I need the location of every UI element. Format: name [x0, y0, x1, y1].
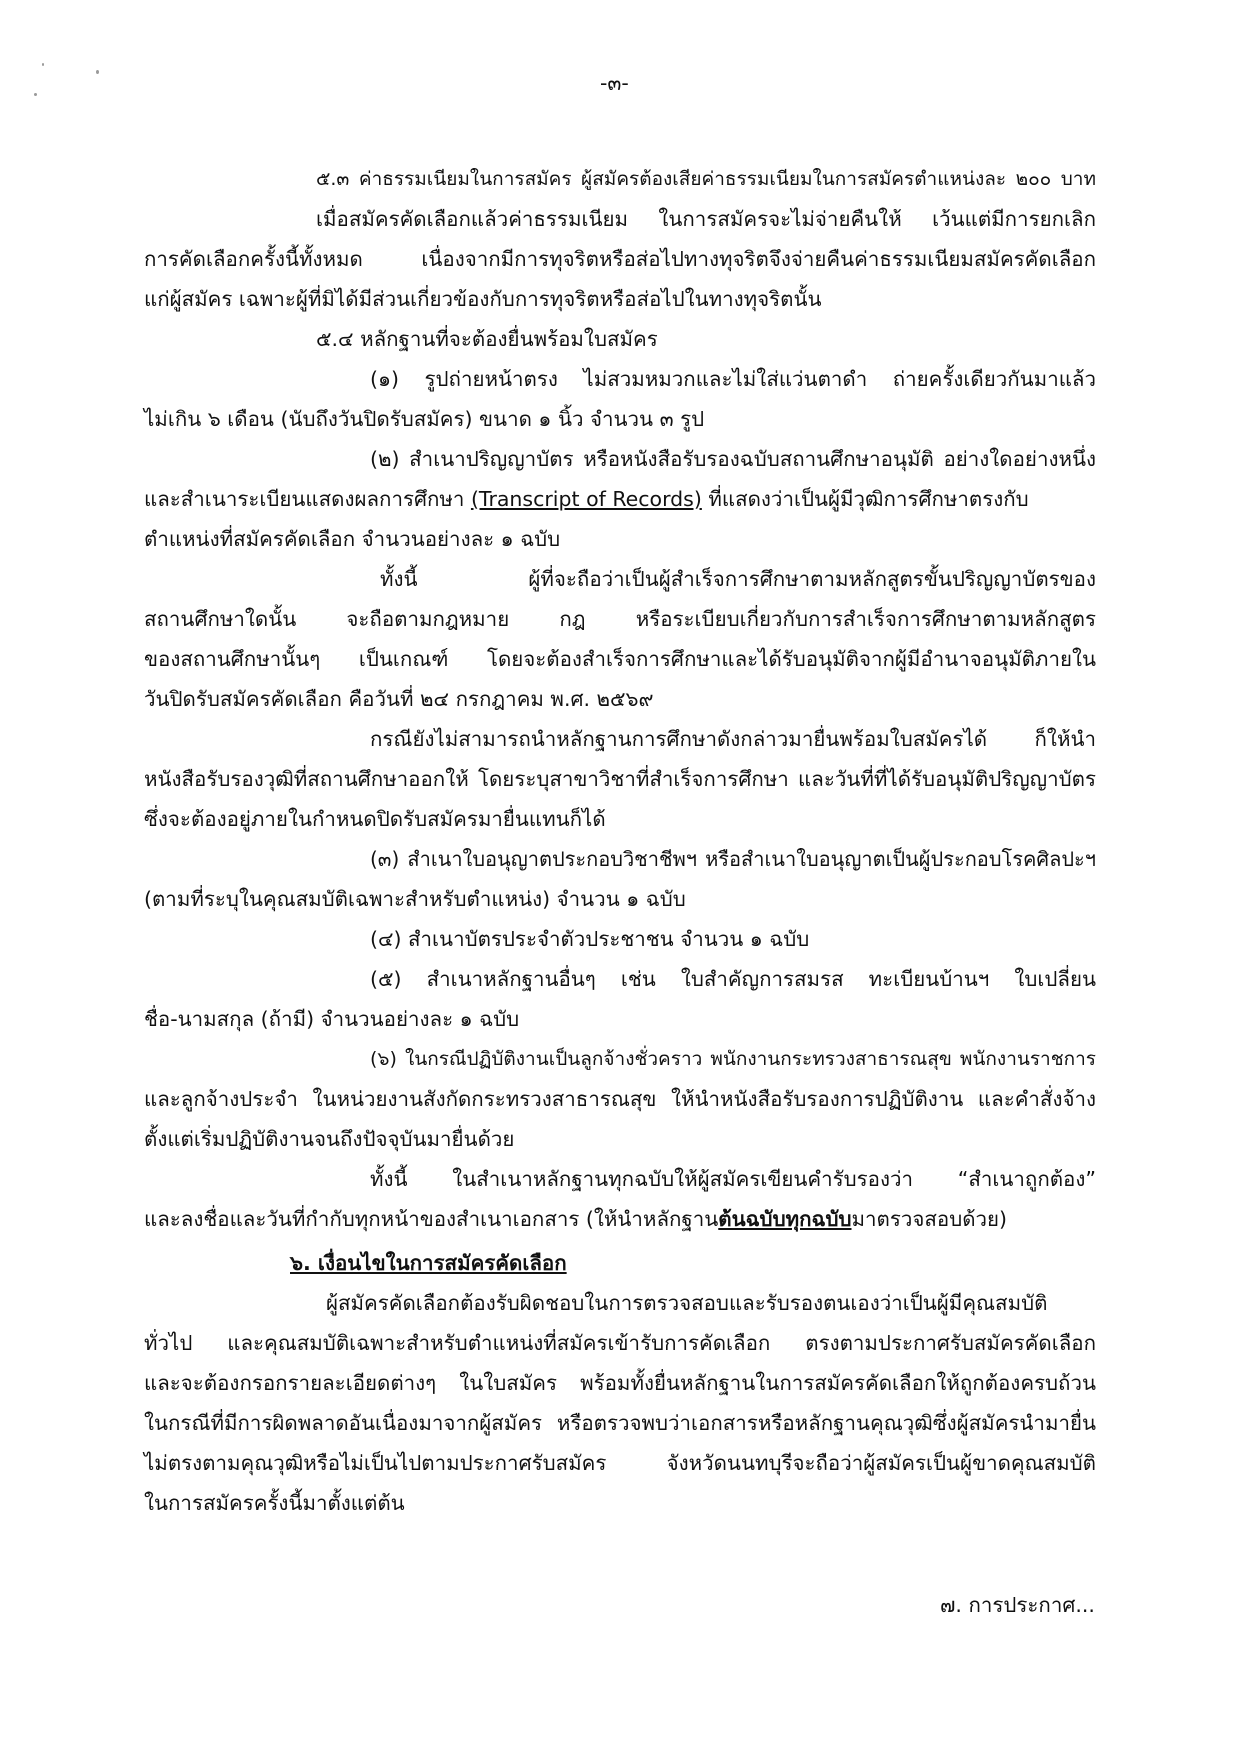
scan-speck [42, 63, 44, 66]
note-3-line-2-prefix: และลงชื่อและวันที่กำกับทุกหน้าของสำเนาเอกสาร (ให้นำหลักฐาน [144, 1207, 719, 1231]
section-6-line-1: ผู้สมัครคัดเลือกต้องรับผิดชอบในการตรวจสอบและรับรองตนเองว่าเป็นผู้มีคุณสมบัติ [326, 1291, 1048, 1315]
note-2-line-3: ซึ่งจะต้องอยู่ภายในกำหนดปิดรับสมัครมายื่นแทนก็ได้ [144, 807, 606, 831]
item-1-line-2: ไม่เกิน ๖ เดือน (นับถึงวันปิดรับสมัคร) ขนาด ๑ นิ้ว จำนวน ๓ รูป [144, 407, 705, 431]
section-5-3-line-3: การคัดเลือกครั้งนี้ทั้งหมด เนื่องจากมีการทุจริตหรือส่อไปทางทุจริตจึงจ่ายคืนค่าธรรมเนียมสมัครคัดเลือก [144, 247, 1096, 271]
item-6-line-1: (๖) ในกรณีปฏิบัติงานเป็นลูกจ้างชั่วคราว พนักงานกระทรวงสาธารณสุข พนักงานราชการ [370, 1048, 1096, 1070]
item-5-line-2: ชื่อ-นามสกุล (ถ้ามี) จำนวนอย่างละ ๑ ฉบับ [144, 1007, 520, 1031]
item-2-line-3: ตำแหน่งที่สมัครคัดเลือก จำนวนอย่างละ ๑ ฉบับ [144, 527, 561, 551]
item-2-line-2-prefix: และสำเนาระเบียนแสดงผลการศึกษา [144, 487, 471, 511]
item-6-line-3: ตั้งแต่เริ่มปฏิบัติงานจนถึงปัจจุบันมายื่นด้วย [144, 1127, 515, 1151]
note-1-line-1: ทั้งนี้ ผู้ที่จะถือว่าเป็นผู้สำเร็จการศึกษาตามหลักสูตรขั้นปริญญาบัตรของ [380, 567, 1096, 591]
note-3-line-2 [144, 1204, 1007, 1234]
original-documents-emphasis: ต้นฉบับทุกฉบับ [718, 1207, 852, 1231]
item-3-line-2: (ตามที่ระบุในคุณสมบัติเฉพาะสำหรับตำแหน่ง) จำนวน ๑ ฉบับ [144, 887, 686, 911]
note-1-line-3: ของสถานศึกษานั้นๆ เป็นเกณฑ์ โดยจะต้องสำเร็จการศึกษาและได้รับอนุมัติจากผู้มีอำนาจอนุมัติภายใน [144, 647, 1096, 671]
section-6-line-3: และจะต้องกรอกรายละเอียดต่างๆ ในใบสมัคร พร้อมทั้งยื่นหลักฐานในการสมัครคัดเลือกให้ถูกต้องครบถ้วน [144, 1371, 1096, 1395]
transcript-of-records-text: (Transcript of Records) [470, 487, 702, 511]
item-2-line-2 [144, 484, 1029, 514]
page-number: -๓- [600, 71, 629, 95]
note-3-line-1: ทั้งนี้ ในสำเนาหลักฐานทุกฉบับให้ผู้สมัครเขียนคำรับรองว่า “สำเนาถูกต้อง” [370, 1167, 1096, 1191]
section-6-line-4: ในกรณีที่มีการผิดพลาดอันเนื่องมาจากผู้สมัคร หรือตรวจพบว่าเอกสารหรือหลักฐานคุณวุฒิซึ่งผู้สมัครนำมายื่น [144, 1411, 1096, 1435]
note-1-line-2: สถานศึกษาใดนั้น จะถือตามกฎหมาย กฎ หรือระเบียบเกี่ยวกับการสำเร็จการศึกษาตามหลักสูตร [144, 607, 1096, 631]
item-3-line-1: (๓) สำเนาใบอนุญาตประกอบวิชาชีพฯ หรือสำเนาใบอนุญาตเป็นผู้ประกอบโรคศิลปะฯ [370, 847, 1096, 871]
item-4: (๔) สำเนาบัตรประจำตัวประชาชน จำนวน ๑ ฉบับ [370, 927, 810, 951]
item-6-line-2: และลูกจ้างประจำ ในหน่วยงานสังกัดกระทรวงสาธารณสุข ให้นำหนังสือรับรองการปฏิบัติงาน และคำสั่งจ้าง [144, 1087, 1096, 1111]
note-2-line-1: กรณียังไม่สามารถนำหลักฐานการศึกษาดังกล่าวมายื่นพร้อมใบสมัครได้ ก็ให้นำ [370, 727, 1096, 751]
scan-speck [34, 93, 37, 96]
note-2-line-2: หนังสือรับรองวุฒิที่สถานศึกษาออกให้ โดยระบุสาขาวิชาที่สำเร็จการศึกษา และวันที่ที่ได้รับอนุมัติปริญญาบัตร [144, 767, 1096, 791]
section-5-3-line-4: แก่ผู้สมัคร เฉพาะผู้ที่มิได้มีส่วนเกี่ยวข้องกับการทุจริตหรือส่อไปในทางทุจริตนั้น [144, 287, 822, 311]
continuation-footer: ๗. การประกาศ... [940, 1593, 1095, 1617]
section-6-line-5: ไม่ตรงตามคุณวุฒิหรือไม่เป็นไปตามประกาศรับสมัคร จังหวัดนนทบุรีจะถือว่าผู้สมัครเป็นผู้ขาดคุณสมบัติ [144, 1451, 1096, 1475]
section-5-4-heading: ๕.๔ หลักฐานที่จะต้องยื่นพร้อมใบสมัคร [316, 327, 658, 351]
item-2-line-1: (๒) สำเนาปริญญาบัตร หรือหนังสือรับรองฉบับสถานศึกษาอนุมัติ อย่างใดอย่างหนึ่ง [370, 447, 1096, 471]
scan-speck [96, 70, 99, 74]
note-3-line-2-suffix: มาตรวจสอบด้วย) [851, 1207, 1008, 1231]
section-6-heading: ๖. เงื่อนไขในการสมัครคัดเลือก [290, 1251, 567, 1275]
section-6-line-2: ทั่วไป และคุณสมบัติเฉพาะสำหรับตำแหน่งที่สมัครเข้ารับการคัดเลือก ตรงตามประกาศรับสมัครคัดเลือก [144, 1331, 1096, 1355]
section-5-3-line-2: เมื่อสมัครคัดเลือกแล้วค่าธรรมเนียม ในการสมัครจะไม่จ่ายคืนให้ เว้นแต่มีการยกเลิก [316, 207, 1096, 231]
item-5-line-1: (๕) สำเนาหลักฐานอื่นๆ เช่น ใบสำคัญการสมรส ทะเบียนบ้านฯ ใบเปลี่ยน [370, 967, 1096, 991]
section-5-3-line-1: ๕.๓ ค่าธรรมเนียมในการสมัคร ผู้สมัครต้องเสียค่าธรรมเนียมในการสมัครตำแหน่งละ ๒๐๐ บาท [316, 168, 1096, 190]
section-6-line-6: ในการสมัครครั้งนี้มาตั้งแต่ต้น [144, 1491, 405, 1515]
item-2-line-2-suffix: ที่แสดงว่าเป็นผู้มีวุฒิการศึกษาตรงกับ [701, 487, 1029, 511]
item-1-line-1: (๑) รูปถ่ายหน้าตรง ไม่สวมหมวกและไม่ใส่แว่นตาดำ ถ่ายครั้งเดียวกันมาแล้ว [370, 367, 1096, 391]
note-1-line-4: วันปิดรับสมัครคัดเลือก คือวันที่ ๒๔ กรกฎาคม พ.ศ. ๒๕๖๙ [144, 687, 654, 711]
